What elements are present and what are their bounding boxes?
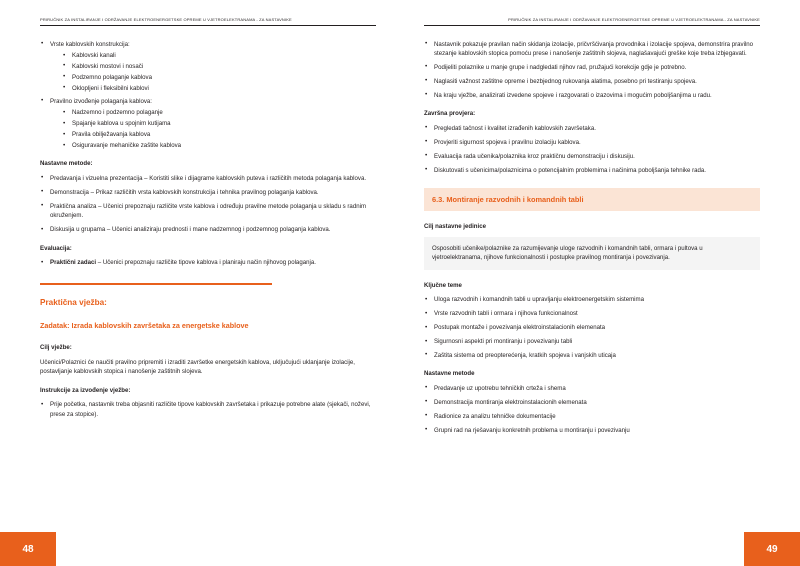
list-item: • Predavanja i vizuelna prezentacija – Koristiti slike i dijagrame kablovskih puteva i različitih metoda polaganja kablova. (40, 174, 376, 183)
list-item: • Spajanje kablova u spojnim kutijama (63, 119, 376, 128)
list-item: • Sigurnosni aspekti pri montiranju i povezivanju tabli (424, 337, 760, 346)
list-item: • Postupak montaže i povezivanja elektroinstalacionih elemenata (424, 323, 760, 332)
list-item: • Predavanje uz upotrebu tehničkih crteža i shema (424, 384, 760, 393)
teaching-methods-list (40, 174, 376, 235)
list-item: • Nadzemno i podzemno polaganje (63, 108, 376, 117)
evaluation-list (40, 258, 376, 267)
list-item: • Naglasiti važnost zaštitne opreme i bezbjednog rukovanja alatima, posebno pri testiranju spojeva. (424, 77, 760, 86)
list-item (40, 97, 376, 151)
exercise-instructions-continued (424, 40, 760, 101)
group-title: Vrste kablovskih konstrukcija: (50, 40, 130, 48)
list-item: • Oklopljeni i fleksibilni kablovi (63, 84, 376, 93)
list-item: • Evaluacija rada učenika/polaznika kroz praktičnu demonstraciju i diskusiju. (424, 152, 760, 161)
practical-exercise-label: Praktična vježba: (40, 297, 107, 307)
list-item: • Diskusija u grupama – Učenici analiziraju prednosti i mane nadzemnog i podzemnog polaganja kablova. (40, 225, 376, 234)
section-divider (40, 283, 272, 284)
evaluation-item-text: – Učenici prepoznaju različite tipove kablova i planiraju način njihovog polaganja. (96, 259, 316, 267)
practical-exercise-title: Zadatak: Izrada kablovskih završetaka za energetske kablove (40, 321, 249, 331)
page-number-right: 49 (744, 532, 800, 566)
list-item: • Vrste razvodnih tabli i ormara i njihova funkcionalnost (424, 309, 760, 318)
running-head-left: PRIRUČNIK ZA INSTALIRANJE I ODRŽAVANJE ELEKTROENERGETSKE OPREME U VJETROELEKTRANAMA - ZA NASTAVNIKE (40, 17, 292, 22)
evaluation-heading: Evaluacija: (40, 244, 72, 252)
evaluation-item-label: Praktični zadaci (50, 259, 97, 267)
list-item: • Pregledati tačnost i kvalitet izrađenih kablovskih završetaka. (424, 124, 760, 133)
key-topics-list (424, 295, 760, 360)
right-page (400, 0, 800, 566)
left-page-content (40, 40, 376, 419)
exercise-goal-text: Učenici/Polaznici će naučiti pravilno pripremiti i izraditi završetke energetskih kablova, uključujući uklanjanje izolacije, postavljanje kablovskih stopica i nanošenje zaštitnih slojeva. (40, 358, 355, 376)
exercise-instructions-list (40, 400, 376, 419)
list-item: • Diskutovati s učenicima/polaznicima o potencijalnim problemima i načinima poboljšanja tehnike rada. (424, 166, 760, 175)
list-item: • Demonstracija – Prikaz različitih vrsta kablovskih konstrukcija i tehnika pravilnog polaganja kablova. (40, 188, 376, 197)
exercise-instructions-heading: Instrukcije za izvođenje vježbe: (40, 386, 131, 394)
final-check-heading: Završna provjera: (424, 110, 476, 118)
unit-goal-box: Osposobiti učenike/polaznike za razumijevanje uloge razvodnih i komandnih tabli, ormara i pultova u vjetroelektranama, njihove funkcionalnosti i postupke pravilnog montiranja i povezivanja. (424, 237, 760, 270)
right-teaching-methods-list (424, 384, 760, 435)
right-page-content (424, 40, 760, 435)
right-teaching-methods-heading: Nastavne metode (424, 370, 475, 378)
list-item: • Demonstracija montiranja elektroinstalacionih elemenata (424, 398, 760, 407)
list-item: • Nastavnik pokazuje pravilan način skidanja izolacije, pričvršćivanja provodnika i izolacije spojeva, demonstrira pravilno stezanje kablovskih stopica pomoću prese i nanošenje zaštitnih slojeva, naglašavajući greške koje treba izbjegavati. (424, 40, 760, 59)
chapter-heading: 6.3. Montiranje razvodnih i komandnih tabli (424, 188, 760, 211)
list-item: • Zaštita sistema od preopterećenja, kratkih spojeva i vanjskih uticaja (424, 351, 760, 360)
teaching-methods-heading: Nastavne metode: (40, 160, 93, 168)
list-item: • Pravila obilježavanja kablova (63, 130, 376, 139)
list-item: • Uloga razvodnih i komandnih tabli u upravljanju elektroenergetskim sistemima (424, 295, 760, 304)
list-item (40, 258, 376, 267)
group-sublist (50, 108, 376, 150)
list-item: • Kablovski kanali (63, 51, 376, 60)
unit-goal-heading: Cilj nastavne jedinice (424, 223, 486, 231)
list-item: • Kablovski mostovi i nosači (63, 62, 376, 71)
list-item: • Osiguravanje mehaničke zaštite kablova (63, 141, 376, 150)
page-number-left: 48 (0, 532, 56, 566)
cable-construction-groups (40, 40, 376, 151)
running-head-rule-right (424, 25, 760, 26)
list-item: • Praktična analiza – Učenici prepoznaju različite vrste kablova i određuju pravilne metode polaganja u skladu s radnim okruženjem. (40, 202, 376, 221)
list-item: • Radionice za analizu tehničke dokumentacije (424, 412, 760, 421)
list-item: • Grupni rad na rješavanju konkretnih problema u montiranju i povezivanju (424, 426, 760, 435)
group-sublist (50, 51, 376, 93)
list-item: • Prije početka, nastavnik treba objasniti različite tipove kablovskih završetaka i prikazuje potrebne alate (sjekači, noževi, prese za stopice). (40, 400, 376, 419)
final-check-list (424, 124, 760, 175)
running-head-right: PRIRUČNIK ZA INSTALIRANJE I ODRŽAVANJE ELEKTROENERGETSKE OPREME U VJETROELEKTRANAMA - ZA NASTAVNIKE (508, 17, 760, 22)
list-item: • Na kraju vježbe, analizirati izvedene spojeve i razgovarati o izazovima i mogućim poboljšanjima u radu. (424, 91, 760, 100)
list-item (40, 40, 376, 94)
list-item: • Provjeriti sigurnost spojeva i pravilnu izolaciju kablova. (424, 138, 760, 147)
running-head-rule-left (40, 25, 376, 26)
list-item: • Podijeliti polaznike u manje grupe i nadgledati njihov rad, pružajući korekcije gdje je potrebno. (424, 63, 760, 72)
exercise-goal-heading: Cilj vježbe: (40, 344, 72, 352)
group-title: Pravilno izvođenje polaganja kablova: (50, 97, 152, 105)
key-topics-heading: Ključne teme (424, 281, 462, 289)
list-item: • Podzemno polaganje kablova (63, 73, 376, 82)
